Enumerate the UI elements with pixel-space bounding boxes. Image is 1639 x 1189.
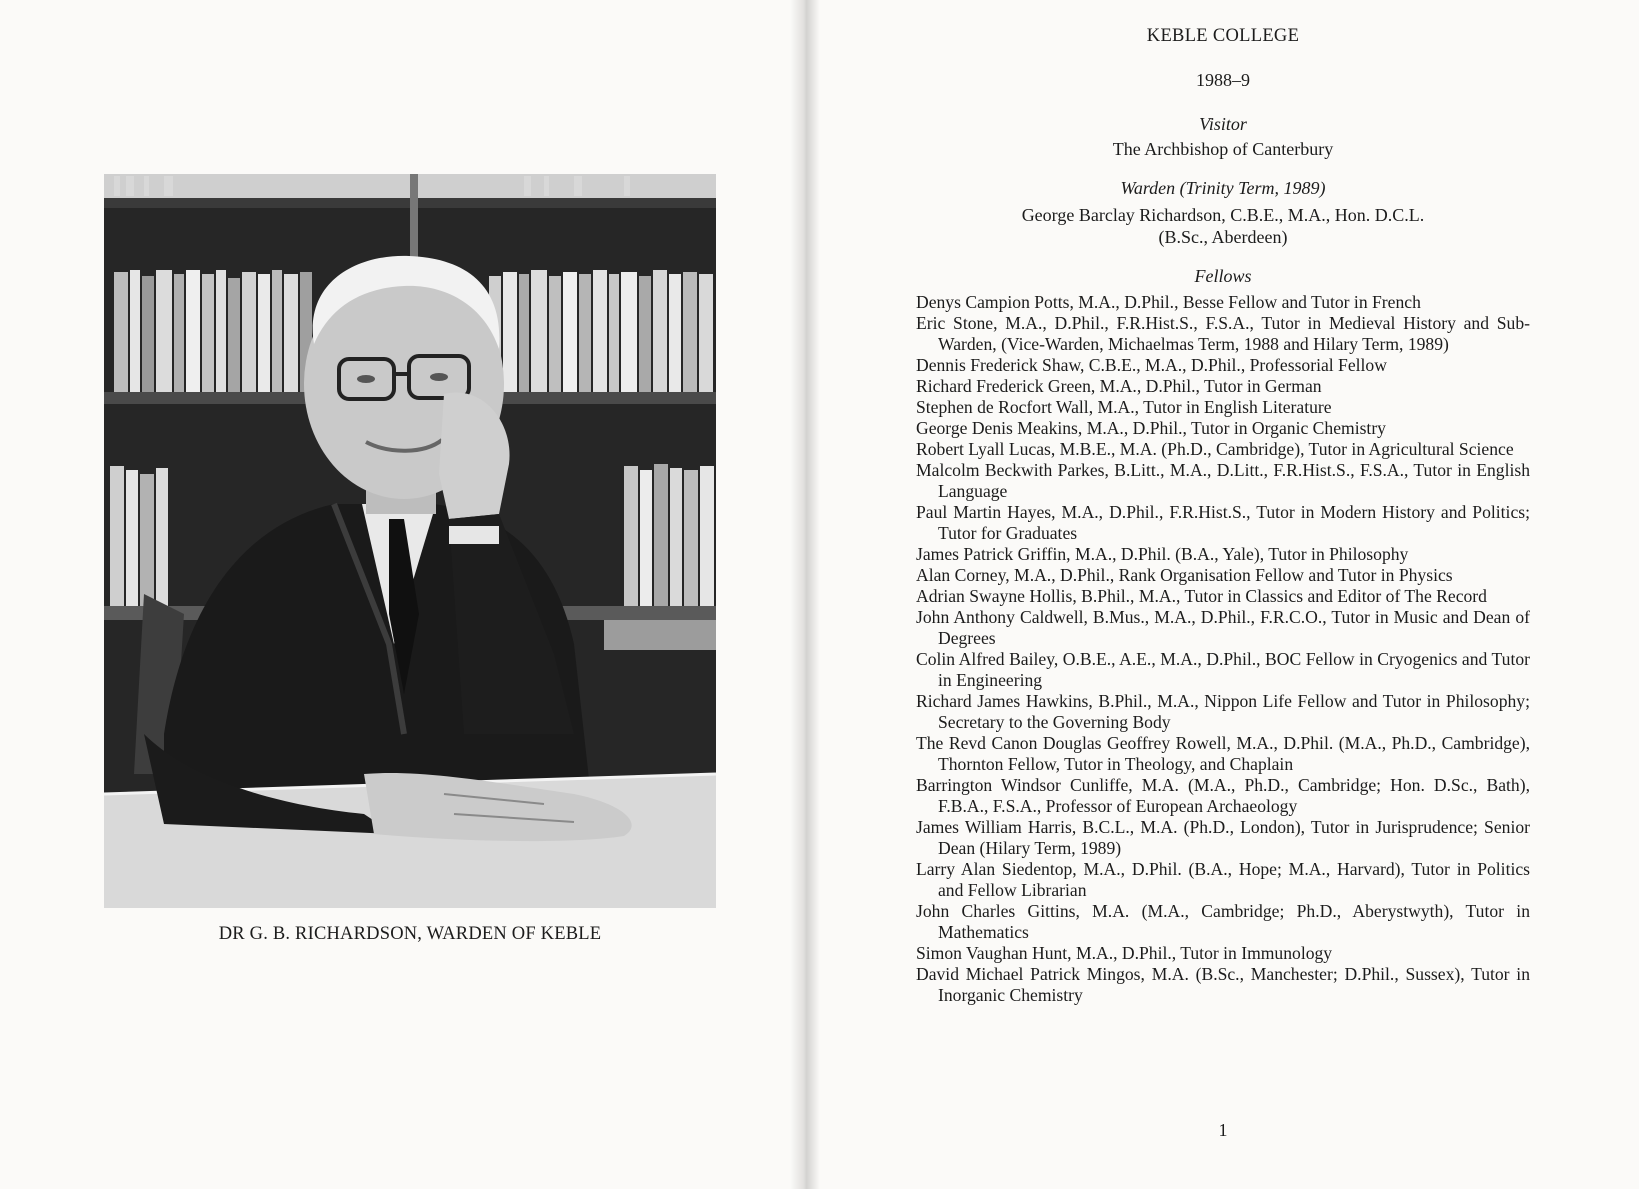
warden-degree: (B.Sc., Aberdeen)	[1158, 227, 1288, 247]
college-title: KEBLE COLLEGE	[1146, 26, 1300, 46]
fellow-entry: Malcolm Beckwith Parkes, B.Litt., M.A., D.Litt., F.R.Hist.S., F.S.A., Tutor in English Language	[916, 460, 1530, 501]
fellow-entry: Eric Stone, M.A., D.Phil., F.R.Hist.S., F.S.A., Tutor in Medieval History and Sub-Warden, (Vice-Warden, Michaelmas Term, 1988 and Hilary Term, 1989)	[916, 313, 1530, 354]
fellow-entry: Colin Alfred Bailey, O.B.E., A.E., M.A., D.Phil., BOC Fellow in Cryogenics and Tutor in Engineering	[916, 649, 1530, 690]
fellow-entry: Larry Alan Siedentop, M.A., D.Phil. (B.A., Hope; M.A., Harvard), Tutor in Politics and Fellow Librarian	[916, 859, 1530, 900]
fellows-list	[916, 292, 1530, 1006]
fellow-entry: Richard Frederick Green, M.A., D.Phil., Tutor in German	[916, 376, 1322, 396]
portrait-illustration	[104, 174, 716, 908]
fellow-entry: Stephen de Rocfort Wall, M.A., Tutor in English Literature	[916, 397, 1332, 417]
fellow-entry: Alan Corney, M.A., D.Phil., Rank Organisation Fellow and Tutor in Physics	[916, 565, 1453, 585]
fellow-entry: George Denis Meakins, M.A., D.Phil., Tutor in Organic Chemistry	[916, 418, 1386, 438]
academic-year: 1988–9	[1196, 70, 1250, 90]
fellow-entry: Barrington Windsor Cunliffe, M.A. (M.A., Ph.D., Cambridge; Hon. D.Sc., Bath), F.B.A., F.S.A., Professor of European Archaeology	[916, 775, 1530, 816]
fellow-entry: Denys Campion Potts, M.A., D.Phil., Besse Fellow and Tutor in French	[916, 292, 1421, 312]
photo-caption: DR G. B. RICHARDSON, WARDEN OF KEBLE	[218, 924, 602, 944]
fellow-entry: Richard James Hawkins, B.Phil., M.A., Nippon Life Fellow and Tutor in Philosophy; Secretary to the Governing Body	[916, 691, 1530, 732]
page-gutter	[790, 0, 820, 1189]
warden-name: George Barclay Richardson, C.B.E., M.A., Hon. D.C.L.	[1021, 205, 1425, 225]
fellow-entry: David Michael Patrick Mingos, M.A. (B.Sc., Manchester; D.Phil., Sussex), Tutor in Inorganic Chemistry	[916, 964, 1530, 1005]
fellow-entry: John Anthony Caldwell, B.Mus., M.A., D.Phil., F.R.C.O., Tutor in Music and Dean of Degrees	[916, 607, 1530, 648]
fellow-entry: Simon Vaughan Hunt, M.A., D.Phil., Tutor in Immunology	[916, 943, 1333, 963]
visitor-heading: Visitor	[1199, 114, 1247, 134]
page-number: 1	[1218, 1120, 1228, 1140]
fellow-entry: John Charles Gittins, M.A. (M.A., Cambridge; Ph.D., Aberystwyth), Tutor in Mathematics	[916, 901, 1530, 942]
fellow-entry: James Patrick Griffin, M.A., D.Phil. (B.A., Yale), Tutor in Philosophy	[916, 544, 1409, 564]
fellow-entry: James William Harris, B.C.L., M.A. (Ph.D., London), Tutor in Jurisprudence; Senior Dean (Hilary Term, 1989)	[916, 817, 1530, 858]
right-page	[916, 22, 1530, 1006]
visitor-name: The Archbishop of Canterbury	[1112, 139, 1334, 159]
warden-portrait-photo	[104, 174, 716, 908]
fellow-entry: Robert Lyall Lucas, M.B.E., M.A. (Ph.D., Cambridge), Tutor in Agricultural Science	[916, 439, 1514, 459]
fellow-entry: Dennis Frederick Shaw, C.B.E., M.A., D.Phil., Professorial Fellow	[916, 355, 1387, 375]
fellow-entry: Paul Martin Hayes, M.A., D.Phil., F.R.Hist.S., Tutor in Modern History and Politics; Tutor for Graduates	[916, 502, 1530, 543]
fellows-heading: Fellows	[1194, 266, 1252, 286]
warden-heading: Warden (Trinity Term, 1989)	[1120, 178, 1326, 198]
fellow-entry: Adrian Swayne Hollis, B.Phil., M.A., Tutor in Classics and Editor of The Record	[916, 586, 1487, 606]
fellow-entry: The Revd Canon Douglas Geoffrey Rowell, M.A., D.Phil. (M.A., Ph.D., Cambridge), Thornton Fellow, Tutor in Theology, and Chaplain	[916, 733, 1530, 774]
